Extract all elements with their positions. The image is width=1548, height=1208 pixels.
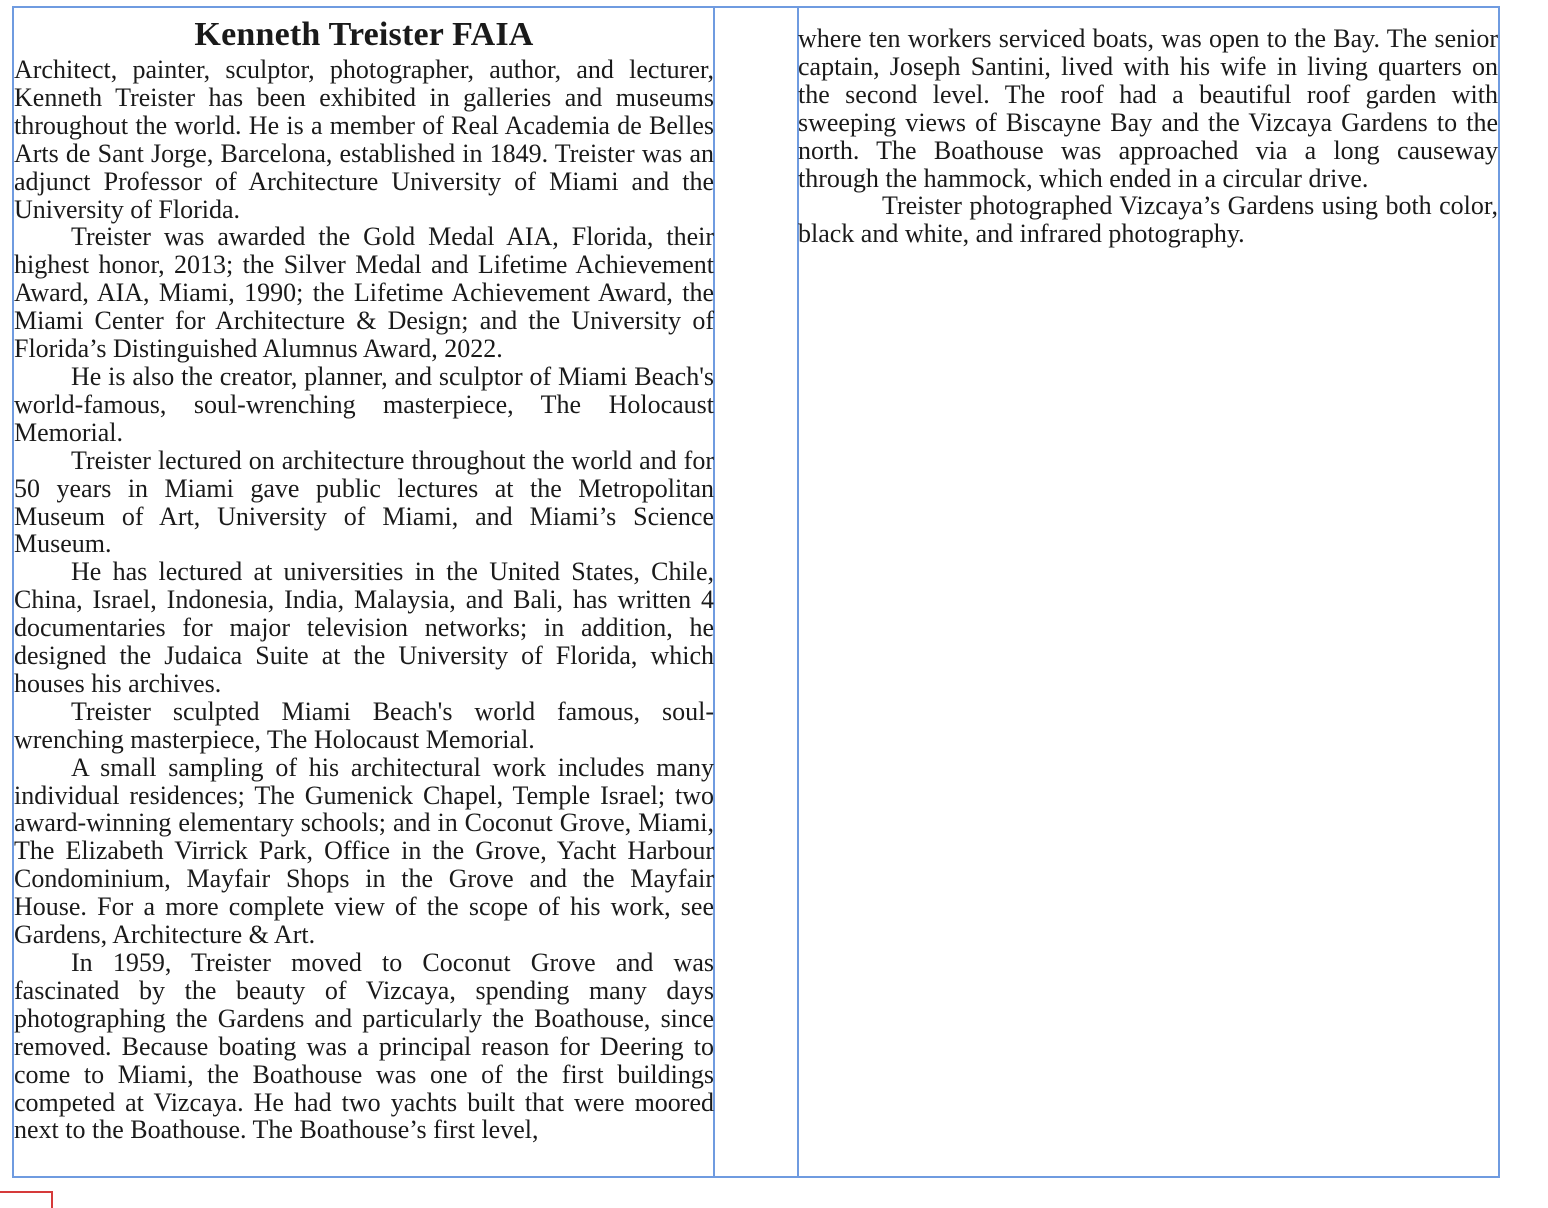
- column-gutter: [713, 6, 799, 1178]
- paragraph: In 1959, Treister moved to Coconut Grove and was fascinated by the beauty of Vizcaya, spending many days photographing the Gardens and particularly the Boathouse, since removed. Because boating was a principal reason for Deering to come to Miami, the Boathouse was one of the first buildings competed at Vizcaya. He had two yachts built that were moored next to the Boathouse. The Boathouse’s first level,: [14, 948, 714, 1145]
- paragraph: Treister photographed Vizcaya’s Gardens using both color, black and white, and infrared photography.: [798, 191, 1498, 249]
- paragraph: He is also the creator, planner, and sculptor of Miami Beach's world-famous, soul-wrenching masterpiece, The Holocaust Memorial.: [14, 361, 714, 447]
- paragraph: where ten workers serviced boats, was open to the Bay. The senior captain, Joseph Santini, lived with his wife in living quarters on the second level. The roof had a beautiful roof garden with sweeping views of Biscayne Bay and the Vizcaya Gardens to the north. The Boathouse was approached via a long causeway through the hammock, which ended in a circular drive.: [798, 24, 1498, 193]
- paragraph: A small sampling of his architectural work includes many individual residences; The Gumenick Chapel, Temple Israel; two award-winning elementary schools; and in Coconut Grove, Miami, The Elizabeth Virrick Park, Office in the Grove, Yacht Harbour Condominium, Mayfair Shops in the Grove and the Mayfair House. For a more complete view of the scope of his work, see Gardens, Architecture & Art.: [14, 752, 714, 950]
- paragraph: Treister lectured on architecture throughout the world and for 50 years in Miami gave public lectures at the Metropolitan Museum of Art, University of Miami, and Miami’s Science Museum.: [14, 445, 714, 559]
- page-title: Kenneth Treister FAIA: [194, 16, 534, 53]
- paragraph: Treister sculpted Miami Beach's world famous, soul-wrenching masterpiece, The Holocaust Memorial.: [14, 696, 714, 754]
- paragraph: He has lectured at universities in the United States, Chile, China, Israel, Indonesia, India, Malaysia, and Bali, has written 4 documentaries for major television networks; in addition, he designed the Judaica Suite at the University of Florida, which houses his archives.: [14, 557, 714, 698]
- overflow-marker: [0, 1191, 53, 1208]
- paragraph: Treister was awarded the Gold Medal AIA, Florida, their highest honor, 2013; the Silver Medal and Lifetime Achievement Award, AIA, Miami, 1990; the Lifetime Achievement Award, the Miami Center for Architecture & Design; and the University of Florida’s Distinguished Alumnus Award, 2022.: [14, 222, 714, 364]
- right-column[interactable]: [798, 25, 1498, 248]
- paragraph: Architect, painter, sculptor, photographer, author, and lecturer, Kenneth Treister has been exhibited in galleries and museums throughout the world. He is a member of Real Academia de Belles Arts de Sant Jorge, Barcelona, established in 1849. Treister was an adjunct Professor of Architecture University of Miami and the University of Florida.: [14, 55, 714, 224]
- left-column[interactable]: [14, 14, 714, 1144]
